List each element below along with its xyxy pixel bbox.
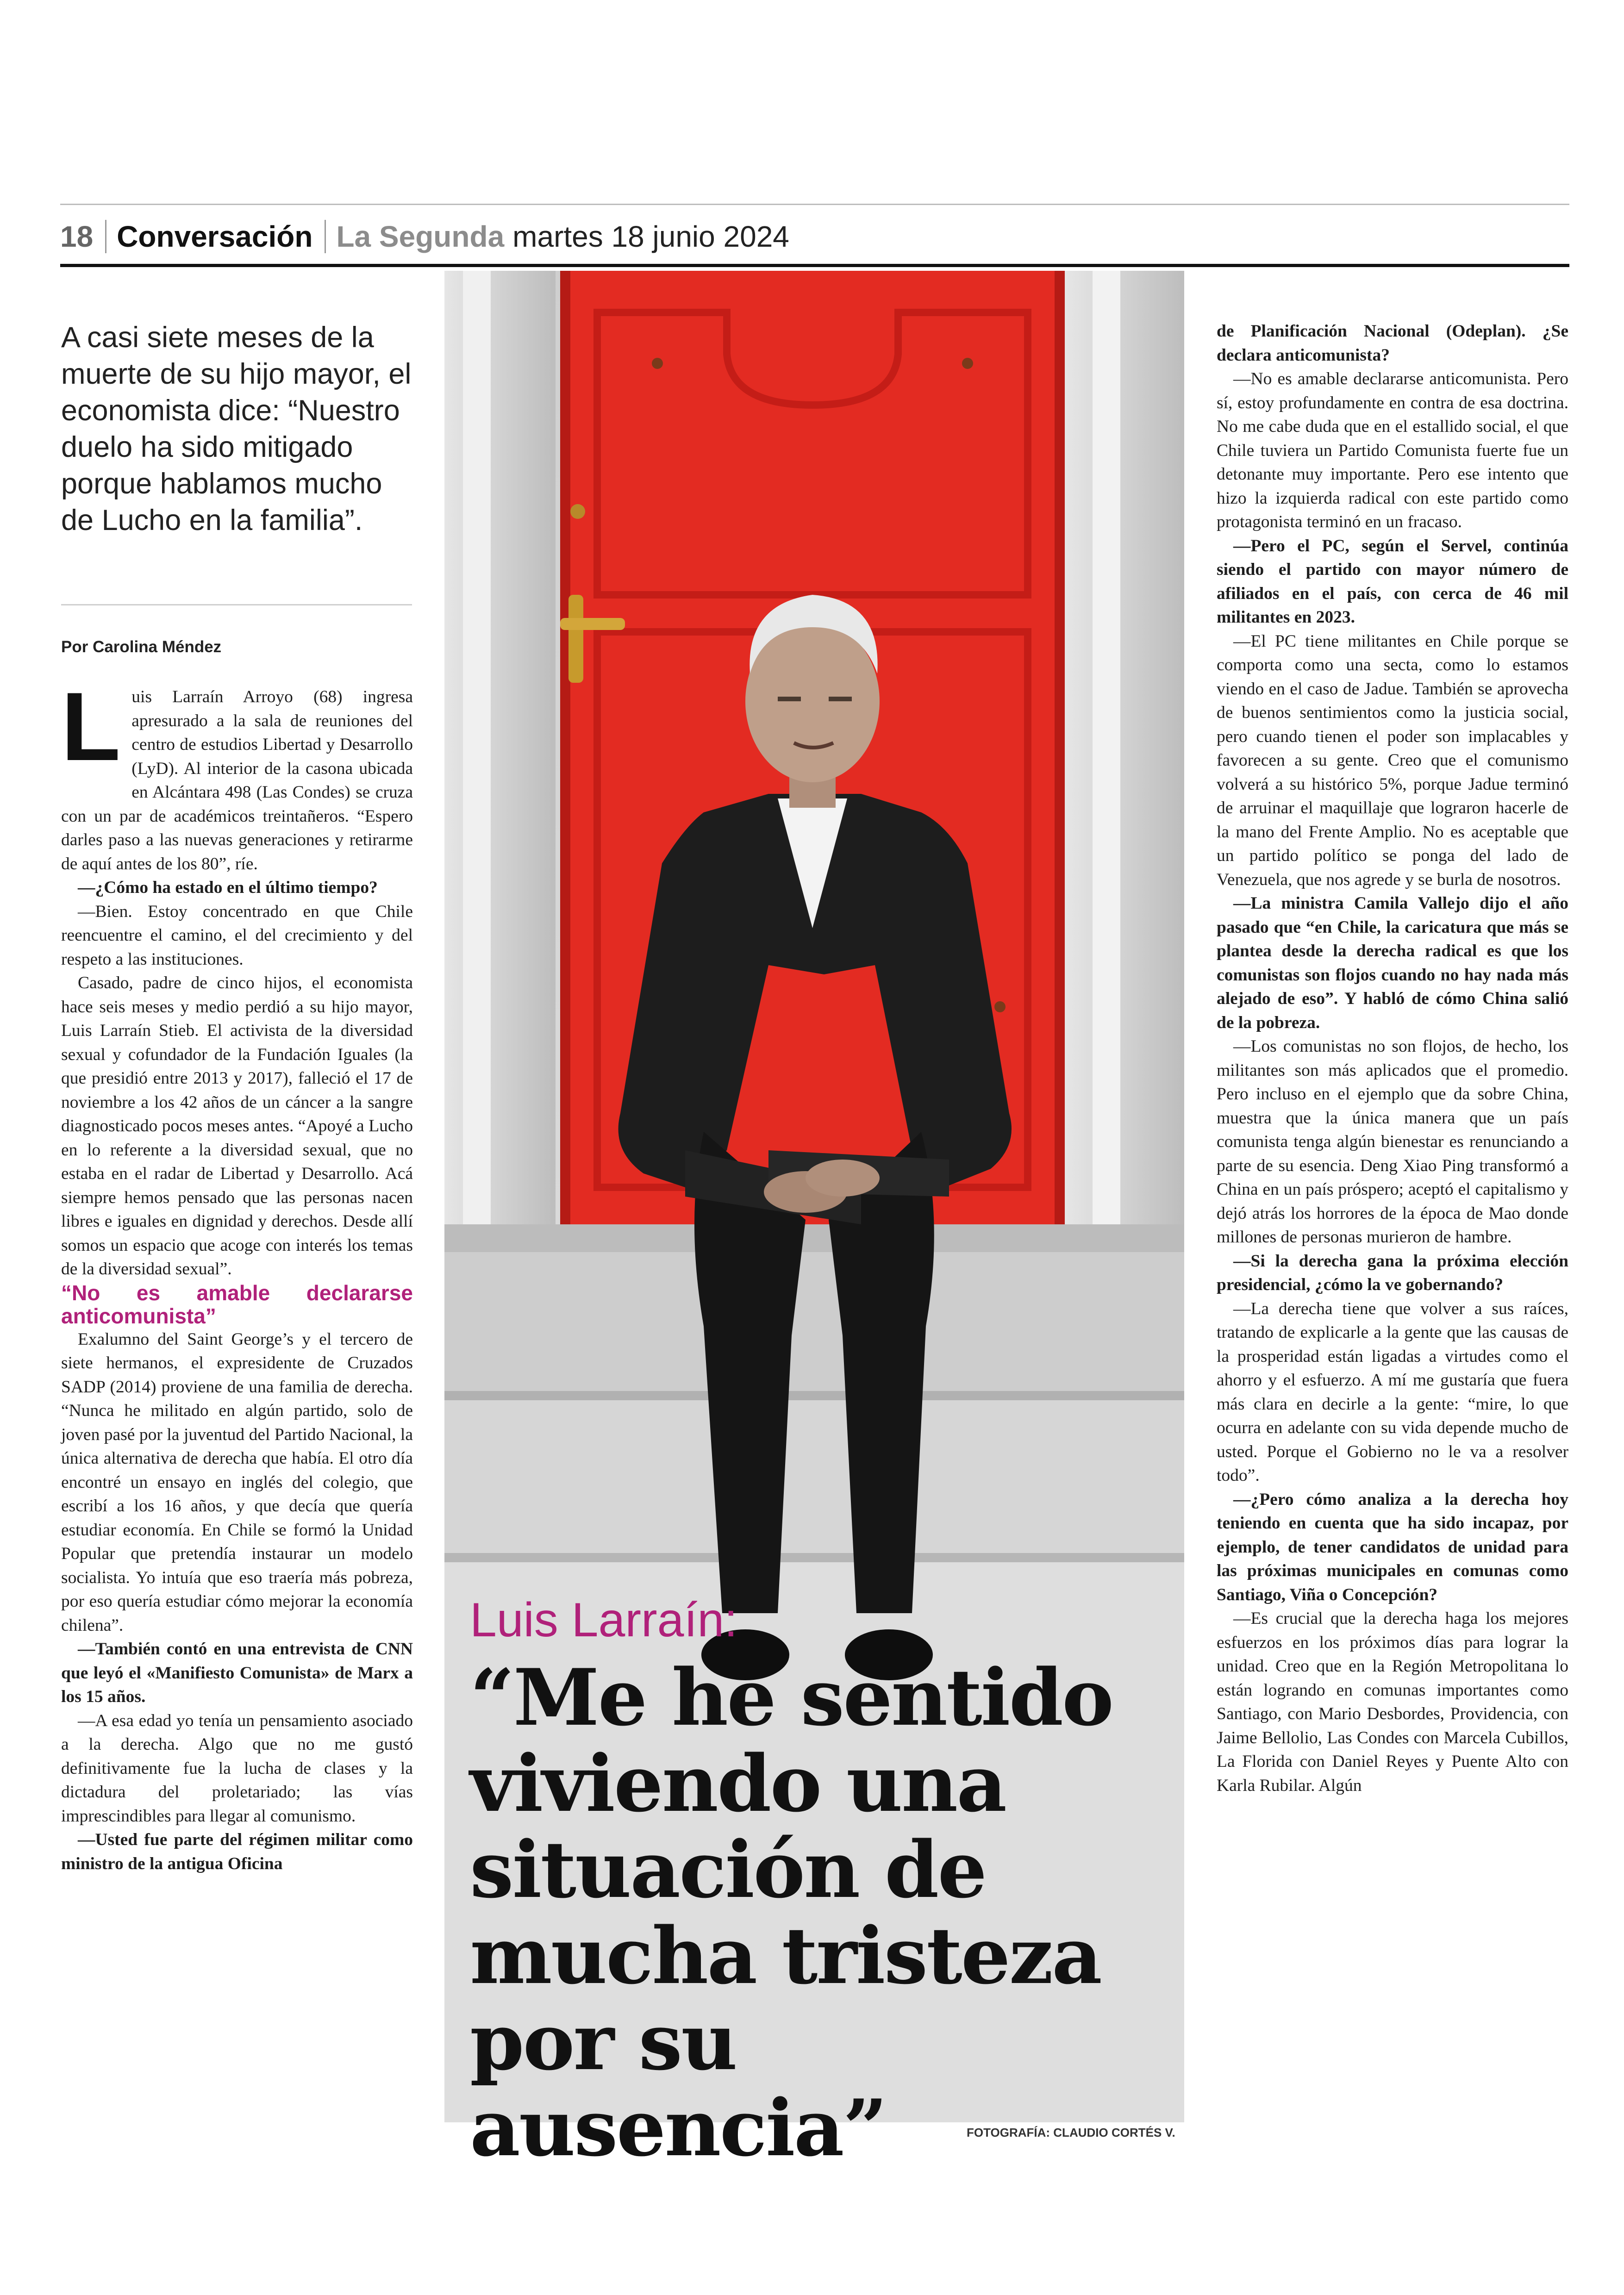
right-column-pillar [1065, 271, 1184, 1243]
doorstep [444, 1224, 1184, 1252]
interview-question: —Pero el PC, según el Servel, continúa siendo el partido con mayor número de afiliados en el país, con cerca de 46 mil militantes en 2023. [1217, 536, 1568, 627]
article-column-1 [61, 672, 413, 1876]
header-divider [105, 220, 106, 253]
issue-date: martes 18 junio 2024 [512, 220, 789, 253]
lead-paragraph: A casi siete meses de la muerte de su hijo mayor, el economista dice: “Nuestro duelo ha sido mitigado porque hablamos mucho de Lucho en la familia”. [61, 321, 412, 536]
step-2 [444, 1400, 1184, 1553]
headline-kicker: Luis Larraín: [470, 1593, 738, 1647]
left-column-pillar [444, 271, 556, 1243]
article-column-3 [1217, 319, 1568, 1797]
page-number: 18 [60, 220, 94, 253]
headline-quote: “Me he sentido viviendo una situación de mucha tristeza por su ausencia” [470, 1652, 1113, 2174]
interview-answer: —Es crucial que la derecha haga los mejores esfuerzos en los próximos días para lograr la unidad. Creo que en la Región Metropolitana lo están logrando en comunas importantes como Santiago, con Mario Desbordes, Providencia, con Jaime Bellolio, Las Condes con Marcela Cubillos, La Florida con Daniel Reyes y Puente Alto con Karla Rubilar. Algún [1217, 1609, 1568, 1795]
lead-divider [61, 604, 412, 605]
opening-paragraph [61, 672, 413, 876]
interview-answer: —No es amable declararse anticomunista. Pero sí, estoy profundamente en contra de esa doctrina. No me cabe duda que en el estallido social, el que Chile tuviera un Partido Comunista fuerte fue un detonante muy importante. Pero ese intento que hizo la izquierda radical con este partido como protagonista terminó en un fracaso. [1217, 369, 1568, 531]
body-paragraph: Exalumno del Saint George’s y el tercero de siete hermanos, el expresidente de Cruzados SADP (2014) proviene de una familia de derecha. “Nunca he militado en algún partido, solo de joven pasé por la juventud del Partido Nacional, la única alternativa de derecha que había. El otro día encontré un ensayo en inglés del colegio, que escribí a los 16 años, y que decía que quería estudiar economía. En Chile se formó la Unidad Popular que pretendía instaurar un modelo socialista. Yo intuía que eso traería más pobreza, por eso quería estudiar cómo mejorar la economía chilena”. [61, 1329, 413, 1635]
header-rule [60, 264, 1569, 267]
interview-question: —También contó en una entrevista de CNN que leyó el «Manifiesto Comunista» de Marx a los 15 años. [61, 1640, 413, 1706]
interview-answer: —Los comunistas no son flojos, de hecho, los militantes son más aplicados que el promedio. Pero incluso en el ejemplo que da sobre China, muestra que la única manera que un país comunista tenga algún bienestar es renunciando a parte de su esencia. Deng Xiao Ping transformó a China en un país próspero; aceptó el capitalismo y dejó atrás los horrores de la época de Mao donde millones de personas murieron de hambre. [1217, 1037, 1568, 1247]
step-1 [444, 1252, 1184, 1391]
interview-question: —Si la derecha gana la próxima elección presidencial, ¿cómo la ve gobernando? [1217, 1251, 1568, 1294]
interview-answer: —Bien. Estoy concentrado en que Chile reencuentre el camino, el del crecimiento y del respeto a las instituciones. [61, 902, 413, 969]
door-handle [568, 595, 583, 683]
interview-question: —¿Cómo ha estado en el último tiempo? [78, 878, 378, 897]
newspaper-name: La Segunda [336, 220, 505, 253]
interview-question: —Usted fue parte del régimen militar como ministro de la antigua Oficina [61, 1830, 413, 1873]
interview-question: —La ministra Camila Vallejo dijo el año pasado que “en Chile, la caricatura que más se plantea desde la derecha radical es que los comunistas son flojos cuando no hay nada más alejado de eso”. Y habló de cómo China salió de la pobreza. [1217, 894, 1568, 1032]
section-name: Conversación [117, 220, 313, 253]
interview-answer: —El PC tiene militantes en Chile porque se comporta como una secta, como lo estamos viendo en el caso de Jadue. También se aprovecha de buenos sentimientos como la justicia social, pero cuando tienen el poder son implacables y favorecen a su gente. Creo que el comunismo volverá a su histórico 5%, porque Jadue terminó de arruinar el maquillaje que lograron hacerle de la mano del Frente Amplio. No es aceptable que un partido político se ponga del lado de Venezuela, que nos agrede y se burla de nosotros. [1217, 631, 1568, 889]
drop-cap: L [61, 672, 121, 781]
body-paragraph: uis Larraín Arroyo (68) ingresa apresurado a la sala de reuniones del centro de estudios Libertad y Desarrollo (LyD). Al interior de la casona ubicada en Alcántara 498 (Las Condes) se cruza con un par de académicos treintañeros. “Espero darles paso a las nuevas generaciones y retirarme de aquí antes de los 80”, ríe. [61, 687, 413, 873]
byline: Por Carolina Méndez [61, 638, 222, 656]
interview-question: —¿Pero cómo analiza a la derecha hoy teniendo en cuenta que ha sido incapaz, por ejemplo, de tener candidatos de unidad para las próximas municipales en comunas como Santiago, Viña o Concepción? [1217, 1490, 1568, 1604]
header-row [60, 213, 789, 260]
interview-answer: —La derecha tiene que volver a sus raíces, tratando de explicarle a la gente que las causas de la prosperidad están ligadas a virtudes como el ahorro y el esfuerzo. A mí me gustaría que fuera más clara en decirle a la gente: “mire, lo que ocurra en adelante con su vida depende mucho de usted. Porque el Gobierno no le va a resolver todo”. [1217, 1299, 1568, 1485]
header-divider [325, 220, 326, 253]
body-paragraph: Casado, padre de cinco hijos, el economista hace seis meses y medio perdió a su hijo mayor, Luis Larraín Stieb. El activista de la diversidad sexual y cofundador de la Fundación Iguales (la que presidió entre 2013 y 2017), falleció el 17 de noviembre a los 42 años de un cáncer a la sangre diagnosticado pocos meses antes. “Apoyé a Lucho en lo referente a la diversidad sexual, que no estaba en el radar de Libertad y Desarrollo. Acá siempre hemos pensado que las personas nacen libres e iguales en dignidad y derechos. Desde allí somos un espacio que acoge con interés los temas de la diversidad sexual”. [61, 973, 413, 1278]
interview-question: de Planificación Nacional (Odeplan). ¿Se declara anticomunista? [1217, 322, 1568, 365]
page-header [60, 204, 1569, 265]
photo-credit: FOTOGRAFÍA: CLAUDIO CORTÉS V. [967, 2126, 1175, 2139]
subheading: “No es amable declararse anticomunista” [61, 1280, 413, 1328]
interview-answer: —A esa edad yo tenía un pensamiento asociado a la derecha. Algo que no me gustó definitivamente fue la lucha de clases y la dictadura del proletariado; las vías imprescindibles para llegar al comunismo. [61, 1711, 413, 1826]
headline-block [470, 1592, 1174, 2174]
